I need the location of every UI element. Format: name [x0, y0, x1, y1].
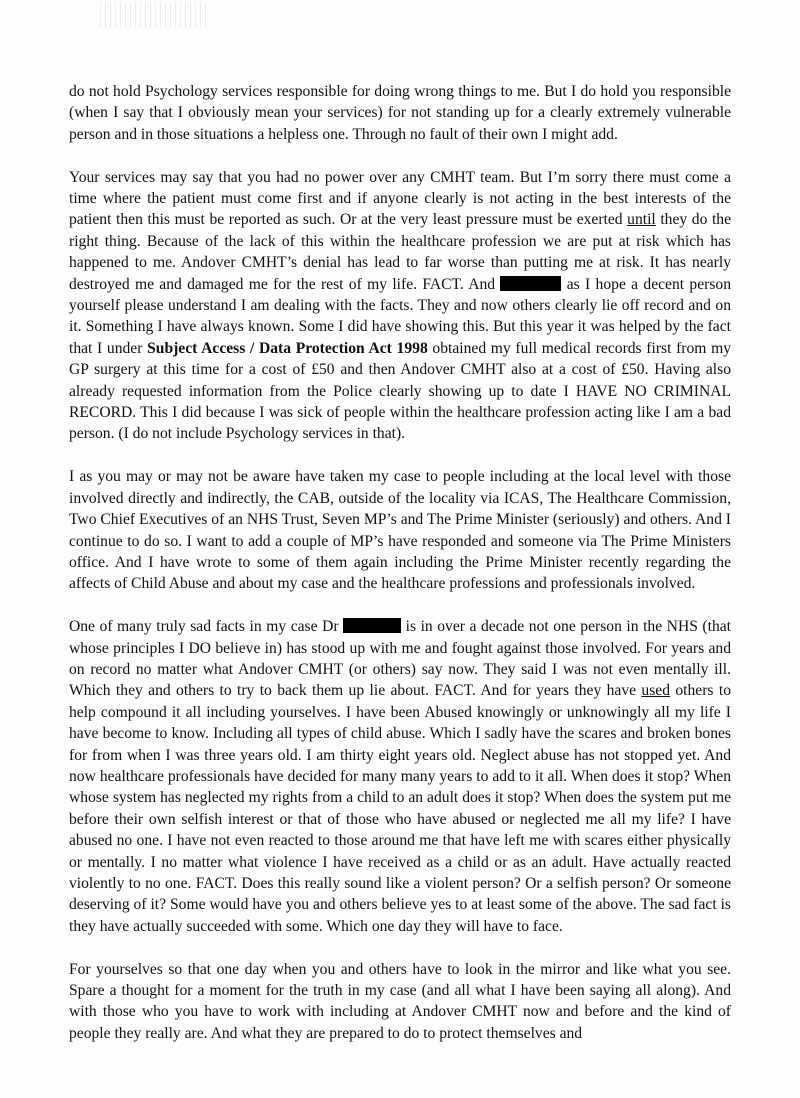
text-segment: For yourselves so that one day when you and others have to look in the mirror and like what you see. Spare a thought for a moment for the truth in my case (and all what I have been saying all along). And with those who you have to work with including at Andover CMHT now and before and the kind of people they really are. And what they are prepared to do to protect themselves and [69, 960, 731, 1042]
underlined-text: until [627, 211, 656, 229]
redaction-box [343, 618, 401, 633]
text-segment: I as you may or may not be aware have taken my case to people including at the local level with those involved directly and indirectly, the CAB, outside of the locality via ICAS, The Healthcare Commission, Two Chief Executives of an NHS Trust, Seven MP’s and The Prime Minister (seriously) and others. And I continue to do so. I want to add a couple of MP’s have responded and someone via The Prime Ministers office. And I have wrote to some of them again including the Prime Minister recently regarding the affects of Child Abuse and about my case and the healthcare professions and professionals involved. [69, 468, 731, 593]
bold-text: Subject Access / Data Protection Act 1998 [147, 339, 428, 357]
paragraph [69, 959, 731, 1045]
text-segment: others to help compound it all including yourselves. I have been Abused knowingly or unknowingly all my life I have become to know. Including all types of child abuse. Which I sadly have the scares and broken bones for from when I was three years old. I am thirty eight years old. Neglect abuse has not stopped yet. And now healthcare professionals have decided for many many years to add to it all. When does it stop? When whose system has neglected my rights from a child to an adult does it stop? When does the system put me before their own selfish interest or that of those who have abused or neglected me all my life? I have abused no one. I have not even reacted to those around me that have left me with scares either physically or mentally. I no matter what violence I have received as a child or as an adult. Have actually reacted violently to no one. FACT. Does this really sound like a violent person? Or a selfish person? Or someone deserving of it? Some would have you and others believe yes to at least some of the above. The sad fact is they have actually succeeded with some. Which one day they will have to face. [69, 682, 731, 935]
text-segment: they do the right thing. Because of the lack of this within the healthcare profession we are put at risk which has happened to me. Andover CMHT’s denial has lead to far worse than putting me at risk. It has nearly destroyed me and damaged me for the rest of my life. FACT. And [69, 211, 731, 293]
text-segment: do not hold Psychology services responsible for doing wrong things to me. But I do hold you responsible (when I say that I obviously mean your services) for not standing up for a clearly extremely vulnerable person and in those situations a helpless one. Through no fault of their own I might add. [69, 83, 731, 143]
paragraph [69, 466, 731, 594]
paragraph [69, 616, 731, 937]
redaction-box [500, 276, 561, 291]
text-segment: as I hope a decent person yourself please understand I am dealing with the facts. They and now others clearly lie off record and on it. Something I have always known. Some I did have showing this. But this year it was helped by the fact that I under [69, 275, 731, 357]
text-segment: obtained my full medical records first from my GP surgery at this time for a cost of £50 and then Andover CMHT also at a cost of £50. Having also already requested information from the Police clearly showing up to date I HAVE NO CRIMINAL RECORD. This I did because I was sick of people within the healthcare profession acting like I am a bad person. (I do not include Psychology services in that). [69, 339, 731, 443]
underlined-text: used [641, 682, 671, 700]
text-segment: is in over a decade not one person in the NHS (that whose principles I DO believe in) has stood up with me and fought against those involved. For years and on record no matter what Andover CMHT (or others) say now. They said I was not even mentally ill. Which they and others to try to back them up lie about. FACT. And for years they have [69, 618, 732, 700]
paragraph [69, 167, 731, 445]
letter-body [69, 81, 731, 1066]
paragraph [69, 81, 731, 145]
scan-artifact [100, 2, 210, 28]
text-segment: Your services may say that you had no power over any CMHT team. But I’m sorry there must come a time where the patient must come first and if anyone clearly is not acting in the best interests of the patient then this must be reported as such. Or at the very least pressure must be exerted [69, 168, 731, 229]
text-segment: One of many truly sad facts in my case Dr [69, 618, 344, 636]
